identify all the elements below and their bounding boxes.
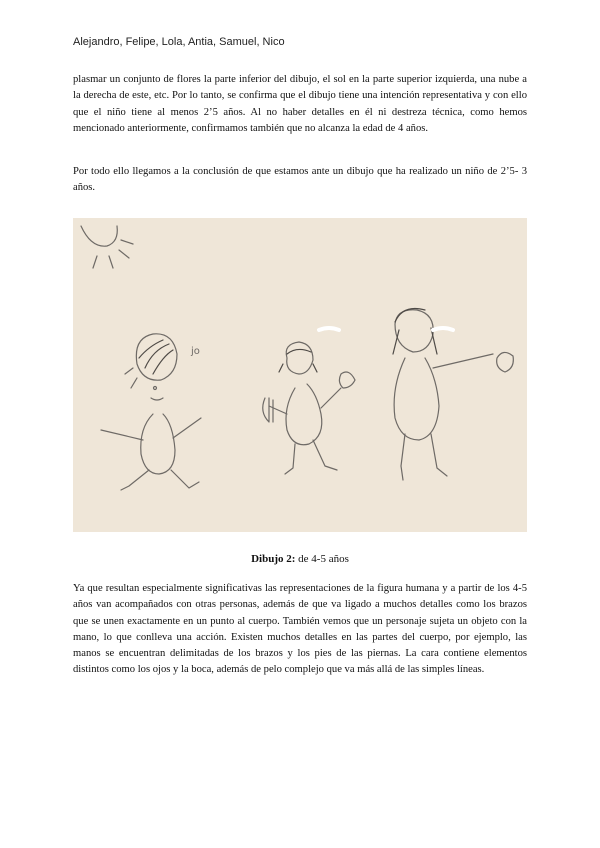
caption-text: de 4-5 años [295, 553, 349, 565]
figure-left [101, 334, 201, 490]
drawing-text: jo [191, 346, 200, 357]
paragraph-2: Por todo ello llegamos a la conclusión de que estamos ante un dibujo que ha realizado un niño de 2’5- 3 años. [73, 166, 527, 194]
figure-right [393, 309, 513, 481]
child-drawing-photo [73, 218, 527, 532]
paragraph-3: Ya que resultan especialmente significativas las representaciones de la figura humana y a partir de los 4-5 años van acompañados con otras personas, además de que va ligado a muchos detalles como los brazos que se unen exactamente en un punto al cuerpo. También vemos que un personaje sujeta un objeto con la mano, lo que conlleva una acción. Existen muchos detalles en las partes del cuerpo, por ejemplo, las manos se encuentran delimitadas de los brazos y los pies de las piernas. La cara contiene elementos distintos como los ojos y la boca, además de pelo complejo que va más allá de las simples líneas. [73, 583, 527, 676]
paragraph-1: plasmar un conjunto de flores la parte inferior del dibujo, el sol en la parte superior izquierda, una nube a la derecha de este, etc. Por lo tanto, se confirma que el dibujo tiene una intención representativa y con ello que el niño tiene al menos 2’5 años. Al no haber detalles en él ni destreza técnica, como hemos mencionado anteriormente, confirmamos también que no alcanza la edad de 4 años. [73, 74, 527, 134]
page-header-authors: Alejandro, Felipe, Lola, Antia, Samuel, Nico [73, 36, 285, 48]
sun-sketch [81, 226, 133, 268]
child-drawing [73, 218, 527, 532]
figure-caption [0, 553, 600, 565]
caption-label: Dibujo 2: [251, 553, 296, 565]
figure-middle [263, 342, 355, 474]
